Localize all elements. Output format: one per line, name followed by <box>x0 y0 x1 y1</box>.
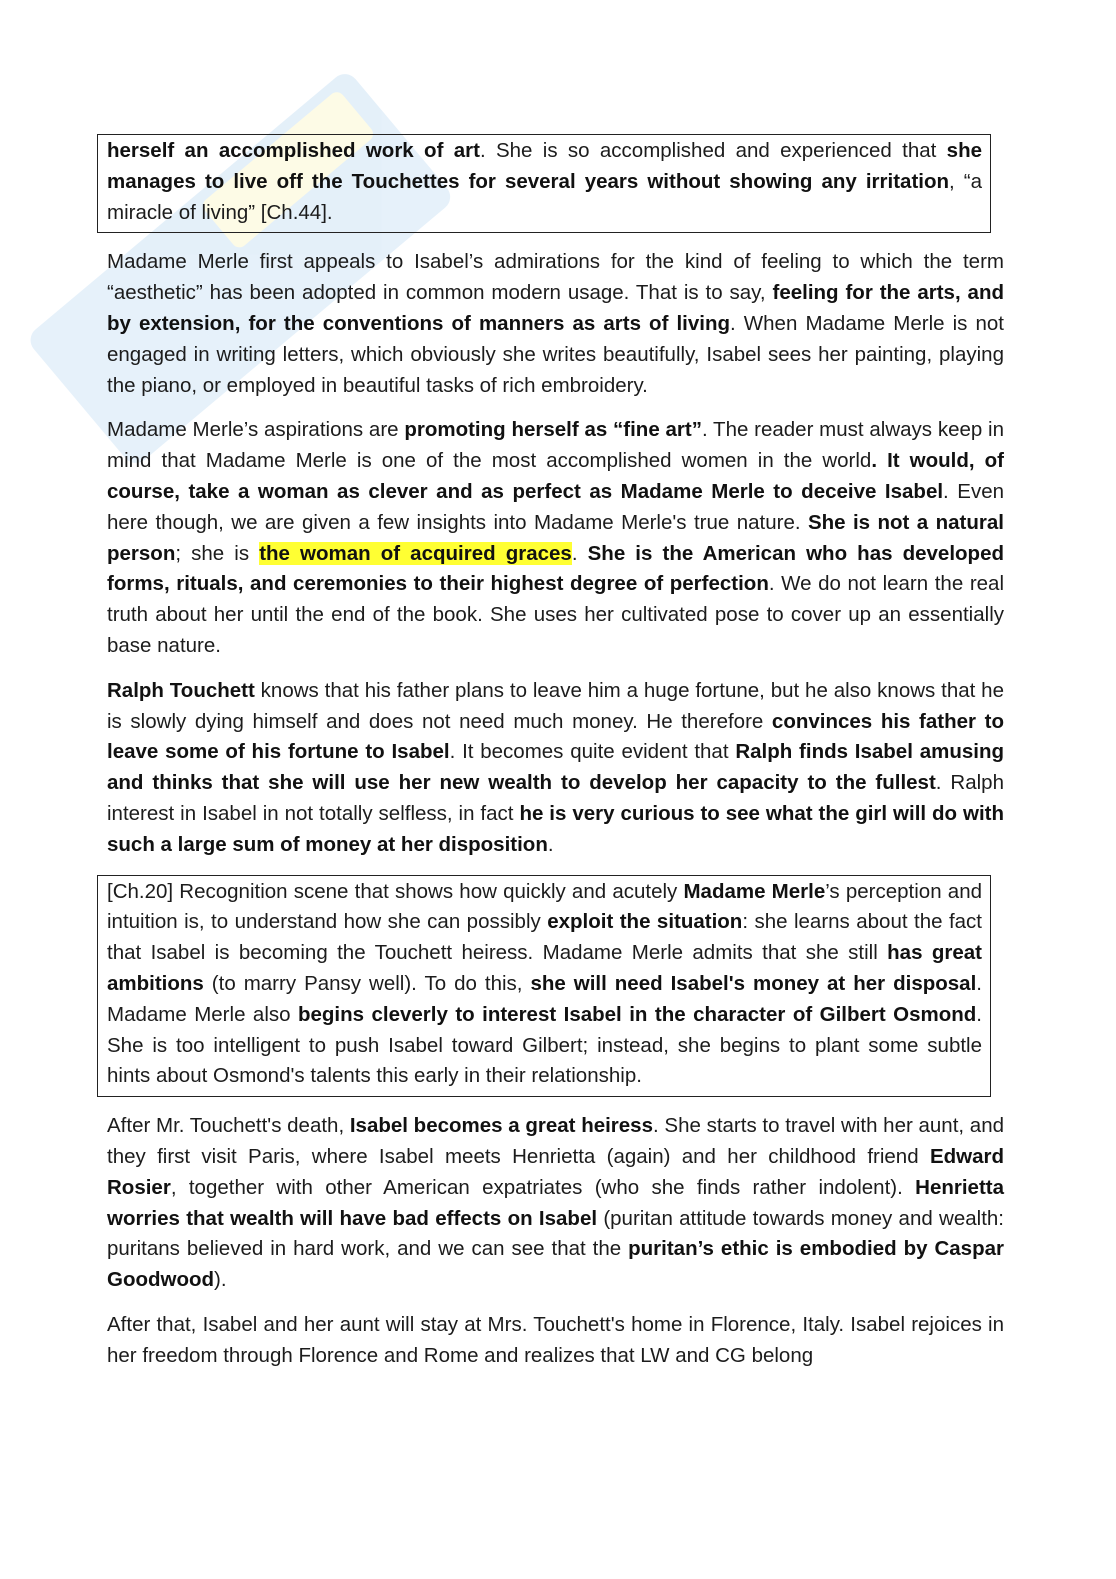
paragraph-aesthetic <box>107 247 1004 401</box>
bold-phrase: Henrietta worries that wealth will have bad effects on Isabel <box>107 1175 1004 1230</box>
paragraph-florence <box>107 1310 1004 1372</box>
bold-phrase: promoting herself as “fine art” <box>404 418 702 442</box>
bold-phrase: herself an accomplished work of art <box>107 139 480 162</box>
text-run: ’s perception and intuition is, to understand how she can possibly <box>107 879 982 934</box>
bold-phrase: . It would, of course, take a woman as clever and as perfect as Madame Merle to deceive Isabel <box>107 449 1004 503</box>
bold-phrase: puritan’s ethic is embodied by Caspar Goodwood <box>107 1237 1004 1292</box>
text-run: . It becomes quite evident that <box>449 740 736 764</box>
bold-phrase: he is very curious to see what the girl will do with such a large sum of money at her disposition <box>107 801 1005 856</box>
text-run: . Even here though, we are given a few insights into Madame Merle's true nature. <box>107 479 1004 534</box>
bold-phrase: has great ambitions <box>107 941 982 995</box>
text-run: (puritan attitude towards money and wealth: puritans believed in hard work, and we can see that the <box>107 1206 1004 1261</box>
text-run: (to marry Pansy well). To do this, <box>203 971 531 995</box>
text-run: After Mr. Touchett's death, <box>107 1114 350 1138</box>
bold-phrase: she manages to live off the Touchettes for several years without showing any irritation <box>107 139 982 193</box>
bold-phrase: convinces his father to leave some of his fortune to Isabel <box>107 709 1004 764</box>
text-run: , “a miracle of living” [Ch.44]. <box>107 169 983 224</box>
text-run: . <box>571 541 588 565</box>
text-run: , together with other American expatriates (who she finds rather indolent). <box>170 1175 916 1199</box>
note-box-1 <box>97 134 991 233</box>
bold-phrase: She is the American who has developed forms, rituals, and ceremonies to their highest degree of perfection <box>107 541 1004 596</box>
text-run: Madame Merle’s aspirations are <box>107 418 405 442</box>
bold-phrase: Ralph finds Isabel amusing and thinks that she will use her new wealth to develop her capacity to the fullest <box>107 740 1004 795</box>
box2-text <box>107 877 982 1093</box>
box1-text <box>107 136 982 228</box>
text-run: . We do not learn the real truth about her until the end of the book. She uses her cultivated pose to cover up an essentially base nature. <box>107 572 1004 657</box>
text-run: . Madame Merle also <box>107 971 982 1026</box>
text-run: [Ch.20] Recognition scene that shows how quickly and acutely <box>107 879 684 903</box>
bold-phrase: Ralph Touchett <box>107 678 255 702</box>
bold-phrase: feeling for the arts, and by extension, for the conventions of manners as arts of living <box>107 281 1005 335</box>
text-run: . She starts to travel with her aunt, and they first visit Paris, where Isabel meets Henrietta (again) and her childhood friend <box>107 1114 1005 1168</box>
document-page <box>107 134 1004 1385</box>
text-run: ). <box>214 1268 227 1292</box>
paragraph-aspirations <box>107 415 1004 661</box>
text-run: . She is so accomplished and experienced that <box>479 139 947 162</box>
highlighted-phrase: the woman of acquired graces <box>259 541 572 565</box>
bold-phrase: exploit the situation <box>547 910 743 934</box>
bold-phrase: she will need Isabel's money at her disposal <box>530 971 977 995</box>
text-run: . The reader must always keep in mind that Madame Merle is one of the most accomplished women in the world <box>107 418 1005 473</box>
text-run: Madame Merle first appeals to Isabel’s admirations for the kind of feeling to which the term “aesthetic” has been adopted in common modern usage. That is to say, <box>107 250 1004 305</box>
text-run: . <box>547 832 554 856</box>
text-run: knows that his father plans to leave him a huge fortune, but he also knows that he is slowly dying himself and does not need much money. He therefore <box>107 678 1004 733</box>
paragraph-ralph <box>107 676 1004 861</box>
bold-phrase: Edward Rosier <box>107 1144 1004 1199</box>
text-run: . Ralph interest in Isabel in not totally selfless, in fact <box>107 771 1004 825</box>
text-run: . She is too intelligent to push Isabel toward Gilbert; instead, she begins to plant some subtle hints about Osmond's talents this early in their relationship. <box>107 1002 982 1088</box>
bold-phrase: Madame Merle <box>683 879 826 903</box>
note-box-2 <box>97 875 991 1098</box>
text-run: ; she is <box>175 541 260 565</box>
text-run: . When Madame Merle is not engaged in writing letters, which obviously she writes beautifully, Isabel sees her painting, playing the piano, or employed in beautiful tasks of rich embroidery. <box>107 311 1004 397</box>
bold-phrase: She is not a natural person <box>107 510 1004 565</box>
bold-phrase: begins cleverly to interest Isabel in the character of Gilbert Osmond <box>297 1002 977 1026</box>
text-run: After that, Isabel and her aunt will stay at Mrs. Touchett's home in Florence, Italy. Isabel rejoices in her freedom through Florence and Rome and realizes that LW and CG belong <box>107 1312 1004 1367</box>
bold-phrase: Isabel becomes a great heiress <box>349 1114 653 1138</box>
text-run: : she learns about the fact that Isabel is becoming the Touchett heiress. Madame Merle admits that she still <box>107 910 982 965</box>
paragraph-heiress <box>107 1111 1004 1296</box>
